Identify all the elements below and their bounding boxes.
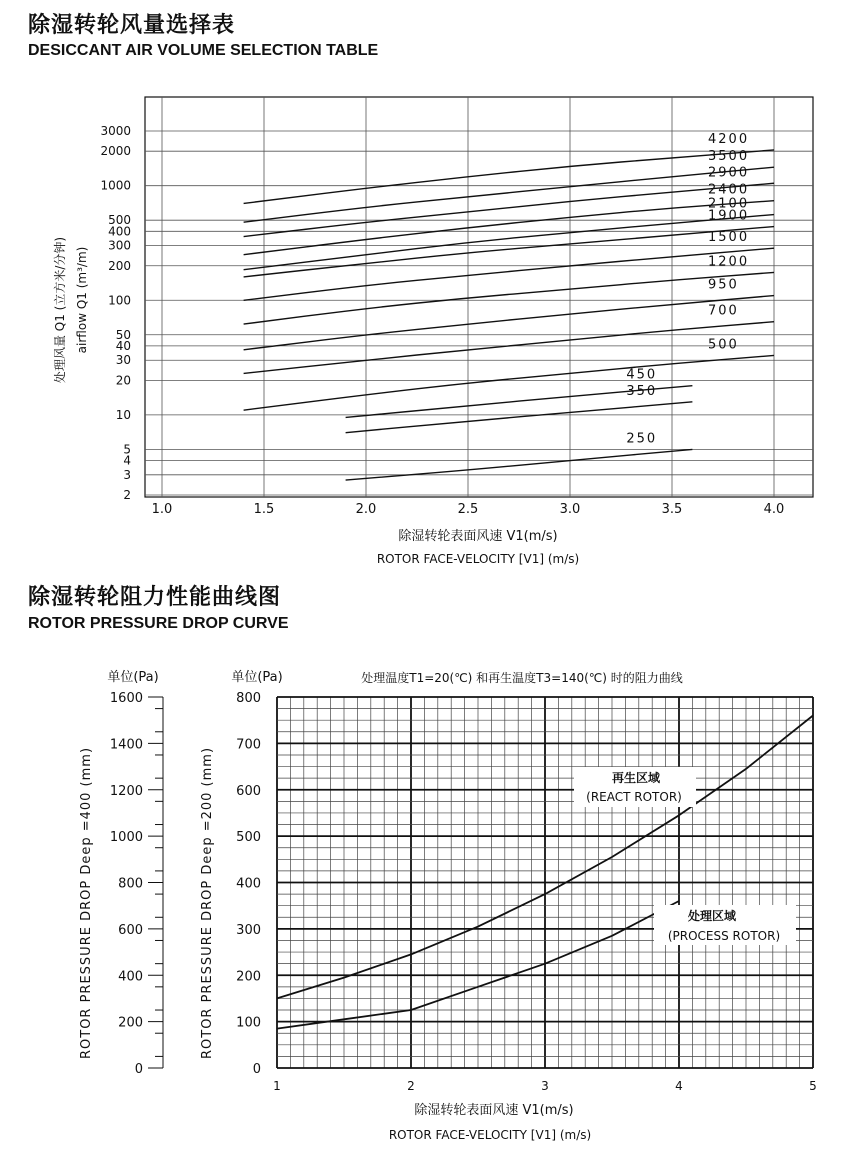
chart2-y-tick-label: 100: [236, 1015, 261, 1031]
chart1-y-tick-label: 2: [123, 488, 131, 502]
chart1-series-label: 350: [626, 383, 658, 399]
chart1-series-label: 2400: [708, 182, 750, 198]
chart2-left-tick-label: 1000: [109, 830, 143, 846]
chart1-x-tick-label: 3.0: [559, 502, 581, 517]
chart1-y-tick-label: 500: [108, 213, 131, 228]
chart1-x-tick-label: 1.5: [253, 502, 275, 517]
chart1-y-tick-label: 1000: [100, 178, 131, 193]
chart1-x-axis-label-cn: 除湿转轮表面风速 V1(m/s): [398, 529, 558, 544]
chart1-y-tick-label: 3: [123, 467, 131, 482]
chart1-y-tick-label: 200: [108, 258, 131, 273]
chart2-subtitle: 处理温度T1=20(℃) 和再生温度T3=140(℃) 时的阻力曲线: [361, 671, 683, 685]
chart2-x-tick-label: 3: [541, 1079, 549, 1093]
chart1-series-label: 250: [626, 431, 658, 447]
chart2-process-label-en: (PROCESS ROTOR): [667, 929, 781, 943]
chart1-title-en: DESICCANT AIR VOLUME SELECTION TABLE: [28, 42, 379, 59]
chart1-series-label: 500: [708, 337, 739, 353]
chart2-x-axis-label-cn: 除湿转轮表面风速 V1(m/s): [414, 1103, 574, 1118]
chart2-left-tick-label: 1400: [109, 737, 143, 753]
chart1-series-label: 1900: [708, 208, 750, 224]
chart2-left-tick-label: 800: [118, 876, 143, 892]
chart1-y-tick-label: 50: [115, 327, 131, 342]
chart2-right-axis-title: ROTOR PRESSURE DROP Deep =200 (mm): [200, 746, 215, 1060]
chart1-x-tick-label: 3.5: [661, 502, 683, 517]
chart2-y-tick-label: 500: [236, 830, 261, 846]
chart1-y-tick-label: 5: [123, 442, 131, 457]
chart2-y-tick-label: 400: [236, 876, 261, 892]
chart2-x-tick-label: 5: [809, 1079, 817, 1093]
chart2-title-en: ROTOR PRESSURE DROP CURVE: [28, 615, 289, 632]
chart1-series-label: 700: [708, 303, 739, 319]
chart1-y-tick-label: 20: [115, 373, 131, 388]
chart2-right-unit-label: 单位(Pa): [231, 670, 283, 685]
chart2-y-tick-label: 0: [252, 1062, 261, 1077]
chart1-series-label: 950: [708, 277, 739, 293]
chart2-left-tick-label: 1600: [109, 691, 143, 706]
chart1-y-tick-label: 30: [115, 353, 131, 368]
chart1-y-tick-label: 2000: [100, 144, 131, 159]
chart2-x-axis-label-en: ROTOR FACE-VELOCITY [V1] (m/s): [388, 1128, 592, 1142]
chart2-left-tick-label: 1200: [109, 783, 143, 799]
chart1-series-label: 3500: [708, 149, 750, 165]
chart1-series-label: 2100: [708, 196, 750, 212]
chart1-series-label: 4200: [708, 131, 750, 147]
chart1-series-label: 2900: [708, 165, 750, 181]
chart2-left-axis-title: ROTOR PRESSURE DROP Deep =400 (mm): [79, 746, 94, 1060]
chart1-y-axis-label-en: airflow Q1 (m³/m): [75, 246, 89, 354]
chart1-y-tick-label: 300: [108, 238, 131, 253]
chart1-y-tick-label: 3000: [100, 124, 131, 138]
chart2-left-unit-label: 单位(Pa): [107, 670, 159, 685]
chart1-series-label: 1200: [708, 254, 750, 270]
chart1-x-tick-label: 4.0: [763, 502, 785, 517]
chart2-left-tick-label: 400: [118, 969, 143, 985]
chart1-y-tick-label: 10: [115, 407, 131, 422]
chart1-x-tick-label: 2.5: [457, 502, 479, 517]
chart1-y-tick-label: 100: [108, 293, 131, 308]
chart2-x-tick-label: 4: [675, 1079, 683, 1093]
chart2-left-tick-label: 200: [118, 1015, 143, 1031]
chart1-title-cn: 除湿转轮风量选择表: [28, 13, 236, 38]
chart1-x-tick-label: 1.0: [151, 502, 173, 517]
chart2-x-tick-label: 2: [407, 1079, 415, 1093]
chart2-react-label-en: (REACT ROTOR): [586, 790, 682, 804]
chart1-x-tick-label: 2.0: [355, 502, 377, 517]
chart1-y-tick-label: 400: [108, 224, 131, 239]
chart2-react-label-cn: 再生区域: [611, 771, 661, 785]
chart1-series-label: 450: [626, 367, 658, 383]
chart2-y-tick-label: 300: [236, 922, 261, 938]
chart2-y-tick-label: 700: [236, 737, 261, 753]
chart2-title-cn: 除湿转轮阻力性能曲线图: [28, 585, 282, 610]
chart1-y-axis-label-cn: 处理风量 Q1 (立方米/分钟): [53, 236, 67, 384]
chart2-left-tick-label: 0: [134, 1062, 143, 1077]
chart1-y-tick-label: 40: [115, 338, 131, 353]
chart2-left-tick-label: 600: [118, 922, 143, 938]
chart2-x-tick-label: 1: [273, 1079, 281, 1093]
chart1-series-label: 1500: [708, 230, 750, 246]
chart2-y-tick-label: 600: [236, 783, 261, 799]
chart1-y-tick-label: 4: [123, 453, 131, 468]
chart1-x-axis-label-en: ROTOR FACE-VELOCITY [V1] (m/s): [376, 552, 580, 566]
chart2-y-tick-label: 200: [236, 969, 261, 985]
chart2-y-tick-label: 800: [236, 691, 261, 706]
chart2-process-label-cn: 处理区域: [687, 909, 737, 923]
